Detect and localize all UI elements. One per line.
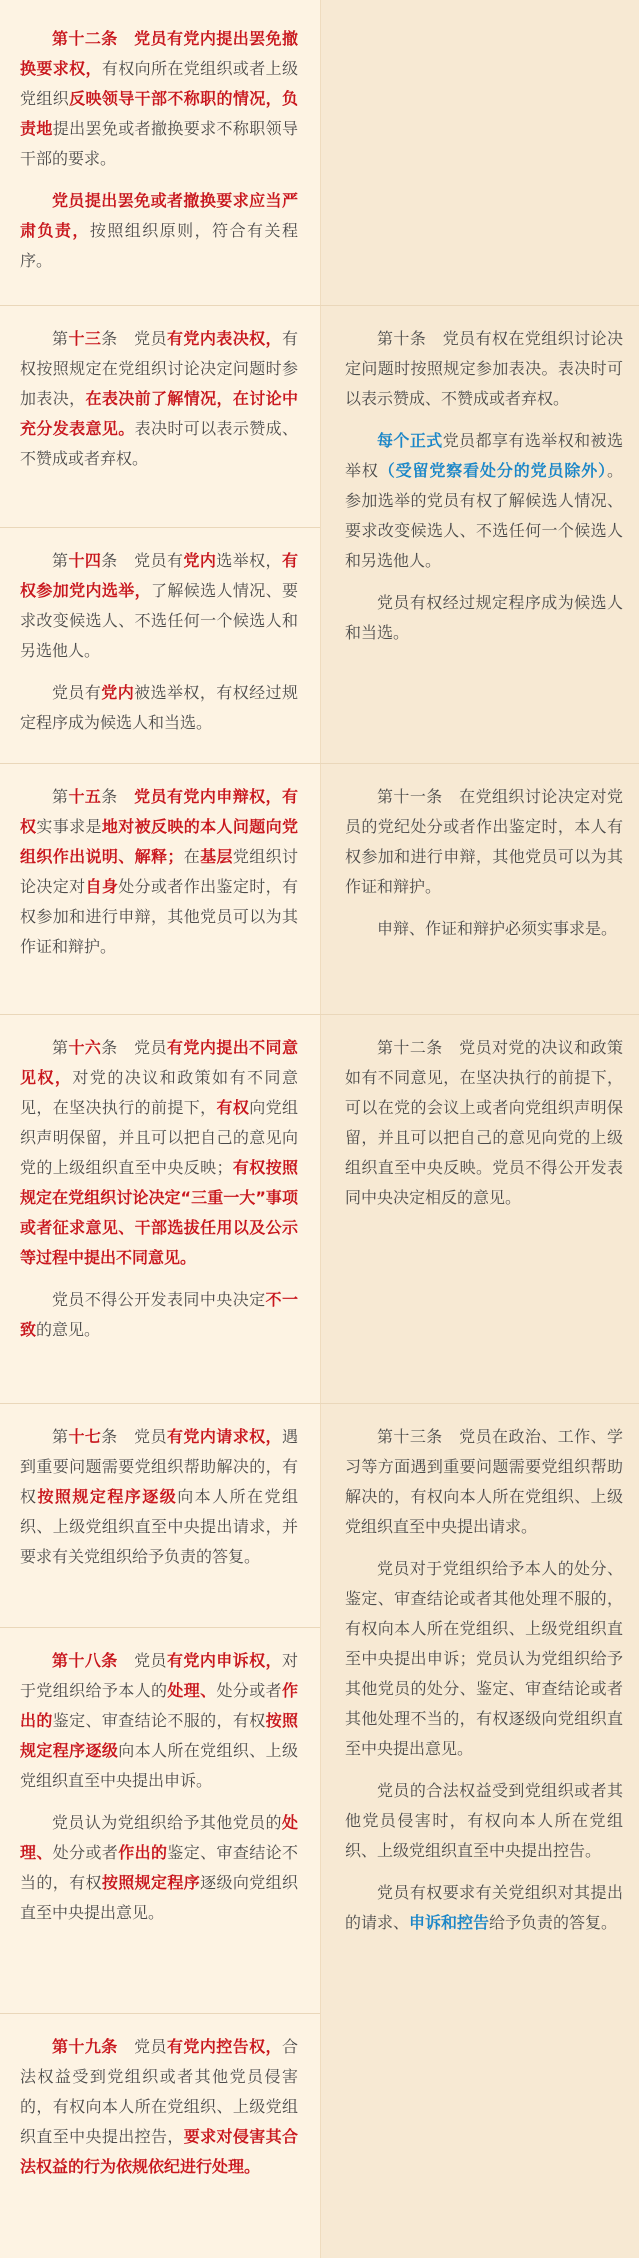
text-run: 了解候选人情况、要求改变候选人、不选任何一个候选人和另选他人。 [20, 581, 298, 660]
article-13-new [20, 324, 298, 474]
highlight-red: 党内 [101, 683, 135, 702]
row-separator [0, 2013, 320, 2014]
highlight-red: 有党内控告权， [166, 2037, 282, 2056]
highlight-red: 不一致 [20, 1290, 298, 1339]
paragraph [345, 1554, 623, 1764]
paragraph [345, 1422, 623, 1542]
highlight-red: 要求对侵害其合法权益的行为依规依纪进行处理。 [20, 2127, 298, 2176]
article-18-new [20, 1646, 298, 1928]
text-run: 第十三条 党员在政治、工作、学习等方面遇到重要问题需要党组织帮助解决的，有权向本人所在党组织、上级党组织直至中央提出请求。 [345, 1427, 623, 1536]
text-run: 条 [101, 787, 135, 806]
article-12-old [345, 1033, 623, 1213]
text-run: 党组织讨论决定对 [20, 847, 298, 896]
text-run: 第 [52, 1038, 69, 1057]
highlight-red: 按照规定程序逐级 [37, 1487, 178, 1506]
paragraph [345, 1878, 623, 1938]
text-run: 被选举权，有权经过规定程序成为候选人和当选。 [20, 683, 298, 732]
highlight-red: 作出的 [20, 1681, 298, 1730]
highlight-red: 十六 [68, 1038, 102, 1057]
text-run: 表决时可以表示赞成、不赞成或者弃权。 [20, 419, 298, 468]
text-run: 鉴定、审查结论不当的，有权 [20, 1843, 298, 1892]
highlight-red: 处理、 [20, 1813, 298, 1862]
text-run: 处分或者 [216, 1681, 282, 1700]
text-run: 向本人所在党组织、上级党组织直至中央提出请求，并要求有关党组织给予负责的答复。 [20, 1487, 298, 1566]
text-run: 向本人所在党组织、上级党组织直至中央提出申诉。 [20, 1741, 298, 1790]
text-run: 提出罢免或者撤换要求不称职领导干部的要求。 [20, 119, 298, 168]
text-run: 党员有权要求有关党组织对其提出的请求、 [345, 1883, 623, 1932]
text-run: 鉴定、审查结论不服的，有权 [52, 1711, 266, 1730]
article-17-new [20, 1422, 298, 1572]
text-run: 党员认为党组织给予其他党员的 [52, 1813, 282, 1832]
paragraph [345, 1776, 623, 1866]
article-12-new [20, 24, 298, 276]
highlight-red: 第十二条 党员有党内提出罢免撤换要求权， [20, 29, 298, 78]
text-run: 党员都享有选举权和被选举权 [345, 431, 623, 480]
text-run: 党员 [134, 2037, 167, 2056]
article-15-new [20, 782, 298, 962]
row-separator [0, 305, 639, 306]
highlight-red: 党员有党内申辩权，有权 [20, 787, 298, 836]
paragraph [20, 1422, 298, 1572]
paragraph [20, 324, 298, 474]
text-run: 第 [52, 329, 69, 348]
highlight-red: 有党内请求权， [167, 1427, 282, 1446]
highlight-red: 十七 [68, 1427, 102, 1446]
highlight-red: 党内 [183, 551, 217, 570]
highlight-red: 按照规定程序 [101, 1873, 201, 1892]
text-run: 第 [52, 551, 69, 570]
text-run: 对党的决议和政策如有不同意见，在坚决执行的前提下， [20, 1068, 298, 1117]
highlight-red: 十四 [68, 551, 102, 570]
highlight-red: 十五 [68, 787, 102, 806]
text-run: 对于党组织给予本人的 [20, 1651, 298, 1700]
text-run: 条 党员 [101, 1038, 167, 1057]
paragraph [20, 2032, 298, 2182]
row-separator [0, 1014, 639, 1015]
highlight-red: 处理、 [167, 1681, 217, 1700]
highlight-blue: 申诉和控告 [409, 1913, 490, 1932]
text-run: 有权向所在党组织或者上级党组织 [20, 59, 298, 108]
text-run: 实事求是 [36, 817, 102, 836]
highlight-red: 在表决前了解情况，在讨论中充分发表意见。 [20, 389, 298, 438]
highlight-blue: （受留党察看处分的党员除外） [378, 461, 607, 480]
paragraph [345, 914, 623, 944]
text-run: 选举权， [216, 551, 282, 570]
text-run: 党员 [134, 1651, 167, 1670]
paragraph [345, 426, 623, 576]
paragraph [20, 1646, 298, 1796]
text-run: 第十条 党员有权在党组织讨论决定问题时按照规定参加表决。表决时可以表示赞成、不赞成或者弃权。 [345, 329, 623, 408]
text-run: 申辩、作证和辩护必须实事求是。 [377, 919, 618, 938]
text-run: 按照组织原则，符合有关程序。 [20, 221, 298, 270]
highlight-red: 地对被反映的本人问题向党组织作出说明、解释； [20, 817, 298, 866]
column-divider [320, 0, 321, 2258]
highlight-red: 基层 [200, 847, 233, 866]
highlight-red: 第十九条 [52, 2037, 135, 2056]
highlight-red: 有党内申诉权， [166, 1651, 282, 1670]
row-separator [0, 1403, 639, 1404]
text-run: 第十二条 党员对党的决议和政策如有不同意见，在坚决执行的前提下，可以在党的会议上或者向党组织声明保留，并且可以把自己的意见向党的上级组织直至中央反映。党员不得公开发表同中央决定相反的意见。 [345, 1038, 623, 1207]
text-run: 党员对于党组织给予本人的处分、鉴定、审查结论或者其他处理不服的，有权向本人所在党组织、上级党组织直至中央提出申诉；党员认为党组织给予其他党员的处分、鉴定、审查结论或者其他处理不当的，有权逐级向党组织直至中央提出意见。 [345, 1559, 623, 1758]
text-run: 遇到重要问题需要党组织帮助解决的，有权 [20, 1427, 298, 1506]
highlight-blue: 每个正式 [377, 431, 443, 450]
highlight-red: 党员提出罢免或者撤换要求应当严肃负责， [20, 191, 298, 240]
text-run: 的意见。 [36, 1320, 101, 1339]
text-run: 向党组织声明保留，并且可以把自己的意见向党的上级组织直至中央反映； [20, 1098, 298, 1177]
highlight-red: 有党内提出不同意见权， [20, 1038, 298, 1087]
highlight-red: 十三 [68, 329, 102, 348]
text-run: 处分或者作出鉴定时，有权参加和进行申辩，其他党员可以为其作证和辩护。 [20, 877, 298, 956]
text-run: 第 [52, 787, 69, 806]
text-run: 合法权益受到党组织或者其他党员侵害的，有权向本人所在党组织、上级党组织直至中央提出控告， [20, 2037, 298, 2146]
article-10-old [345, 324, 623, 648]
paragraph [20, 782, 298, 962]
text-run: 条 党员有 [101, 551, 184, 570]
paragraph [345, 324, 623, 414]
row-separator [0, 1627, 320, 1628]
highlight-red: 有权参加党内选举， [20, 551, 298, 600]
text-run: 在 [183, 847, 201, 866]
row-separator [0, 763, 639, 764]
text-run: 。参加选举的党员有权了解候选人情况、要求改变候选人、不选任何一个候选人和另选他人。 [345, 461, 623, 570]
text-run: 党员的合法权益受到党组织或者其他党员侵害时，有权向本人所在党组织、上级党组织直至中央提出控告。 [345, 1781, 623, 1860]
article-13-old [345, 1422, 623, 1938]
row-separator [0, 527, 320, 528]
text-run: 条 党员 [101, 329, 167, 348]
article-16-new [20, 1033, 298, 1345]
text-run: 逐级向党组织直至中央提出意见。 [20, 1873, 298, 1922]
paragraph [20, 1285, 298, 1345]
highlight-red: 有权按照规定在党组织讨论决定“三重一大”事项或者征求意见、干部选拔任用以及公示等过程中提出不同意见。 [20, 1158, 298, 1267]
paragraph [20, 546, 298, 666]
paragraph [345, 588, 623, 648]
article-14-new [20, 546, 298, 738]
text-run: 条 党员 [101, 1427, 167, 1446]
text-run: 第十一条 在党组织讨论决定对党员的党纪处分或者作出鉴定时，本人有权参加和进行申辩，其他党员可以为其作证和辩护。 [345, 787, 623, 896]
highlight-red: 有权 [216, 1098, 250, 1117]
paragraph [20, 186, 298, 276]
paragraph [20, 1808, 298, 1928]
highlight-red: 反映领导干部不称职的情况，负责地 [20, 89, 298, 138]
paragraph [345, 782, 623, 902]
text-run: 党员不得公开发表同中央决定 [52, 1290, 266, 1309]
article-11-old [345, 782, 623, 944]
paragraph [20, 678, 298, 738]
text-run: 有权按照规定在党组织讨论决定问题时参加表决， [20, 329, 298, 408]
article-19-new [20, 2032, 298, 2182]
paragraph [20, 1033, 298, 1273]
highlight-red: 自身 [85, 877, 119, 896]
text-run: 第 [52, 1427, 69, 1446]
text-run: 党员有 [52, 683, 102, 702]
text-run: 党员有权经过规定程序成为候选人和当选。 [345, 593, 623, 642]
highlight-red: 第十八条 [52, 1651, 135, 1670]
highlight-red: 按照规定程序逐级 [20, 1711, 298, 1760]
paragraph [345, 1033, 623, 1213]
highlight-red: 有党内表决权， [167, 329, 282, 348]
text-run: 给予负责的答复。 [489, 1913, 618, 1932]
highlight-red: 作出的 [118, 1843, 168, 1862]
paragraph [20, 24, 298, 174]
text-run: 处分或者 [52, 1843, 119, 1862]
